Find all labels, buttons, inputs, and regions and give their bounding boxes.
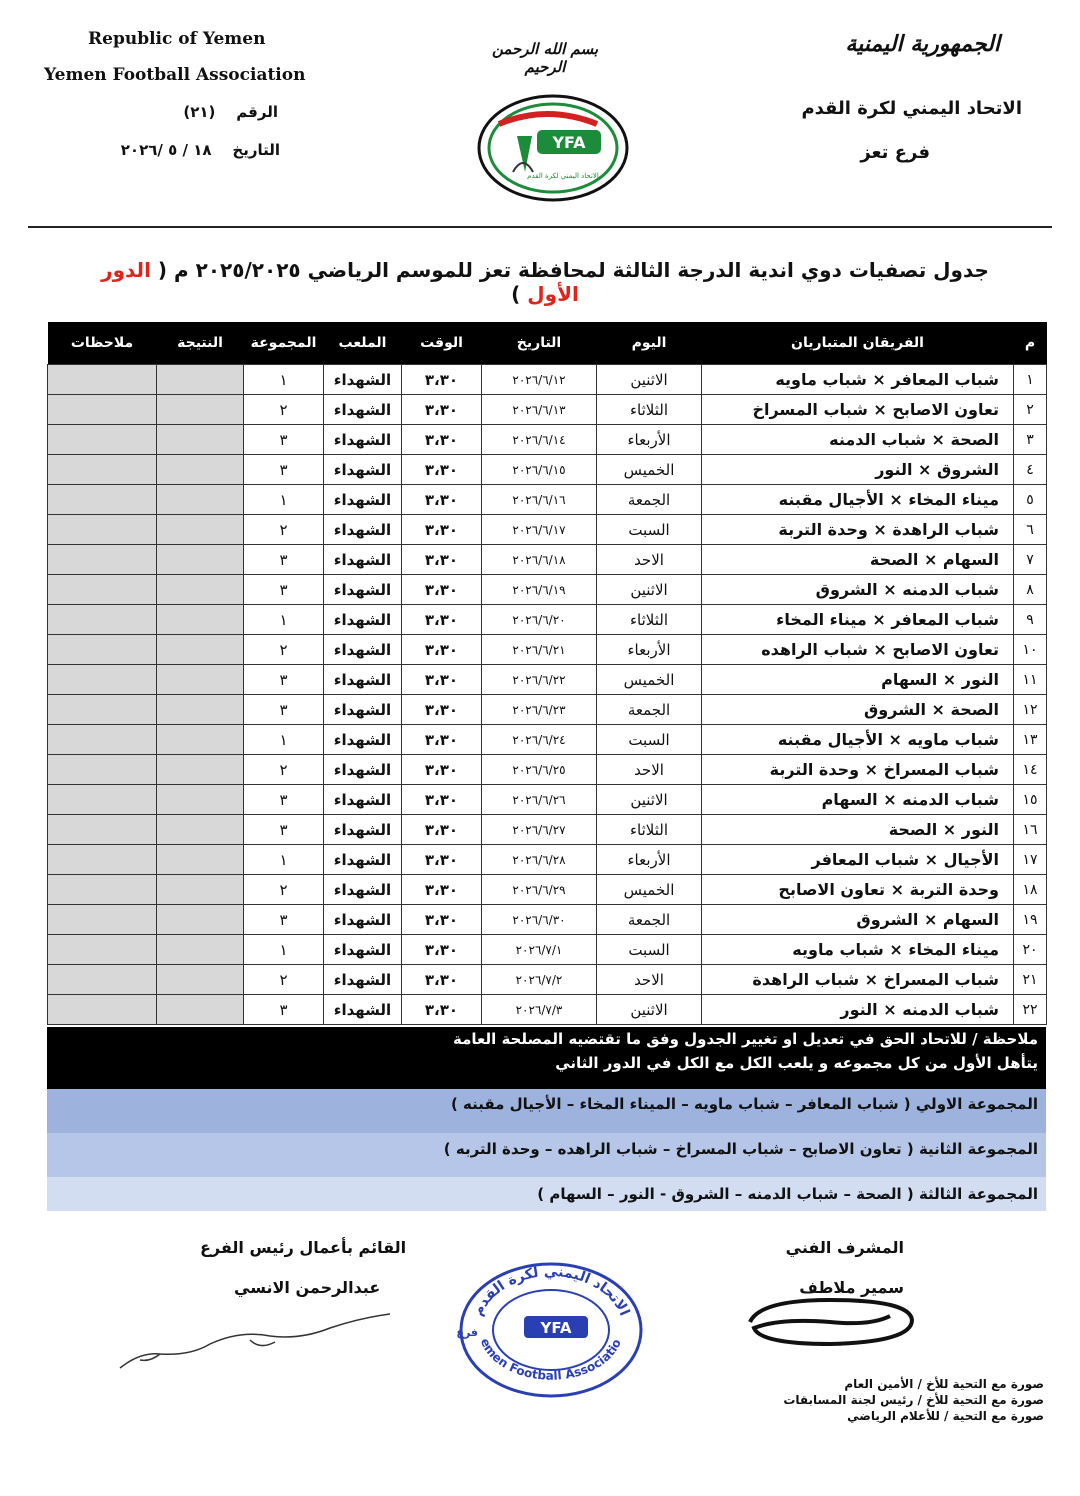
match-time: ٣،٣٠: [402, 965, 482, 995]
table-row: [48, 845, 1047, 875]
match-teams: شباب المعافر × ميناء المخاء: [702, 605, 1014, 635]
match-time: ٣،٣٠: [402, 635, 482, 665]
match-time: ٣،٣٠: [402, 485, 482, 515]
match-day: الاحد: [597, 755, 702, 785]
match-date: ٢٠٢٦/٦/٢٨: [482, 845, 597, 875]
match-date: ٢٠٢٦/٦/٢٢: [482, 665, 597, 695]
match-number: ١٢: [1014, 695, 1047, 725]
match-day: الأربعاء: [597, 845, 702, 875]
match-notes: [48, 665, 157, 695]
left-signatory-name: عبدالرحمن الانسي: [234, 1278, 381, 1297]
match-day: السبت: [597, 515, 702, 545]
match-group: ٢: [244, 395, 324, 425]
table-row: [48, 725, 1047, 755]
stamp-branch: فرع: [456, 1326, 478, 1339]
note-line-2: يتأهل الأول من كل مجموعه و يلعب الكل مع الكل في الدور الثاني: [555, 1054, 1038, 1072]
match-number: ٢٢: [1014, 995, 1047, 1025]
match-number: ١٧: [1014, 845, 1047, 875]
match-time: ٣،٣٠: [402, 515, 482, 545]
match-notes: [48, 935, 157, 965]
col-header-time: الوقت: [402, 322, 482, 365]
match-result: [157, 965, 244, 995]
match-notes: [48, 695, 157, 725]
match-teams: شباب المسراخ × شباب الراهدة: [702, 965, 1014, 995]
match-result: [157, 455, 244, 485]
table-header-row: [48, 322, 1047, 365]
ref-label: الرقم: [236, 103, 278, 121]
match-stadium: الشهداء: [324, 845, 402, 875]
match-teams: شباب المعافر × شباب ماويه: [702, 365, 1014, 395]
match-time: ٣،٣٠: [402, 575, 482, 605]
match-number: ٧: [1014, 545, 1047, 575]
match-teams: شباب الراهدة × وحدة التربة: [702, 515, 1014, 545]
group-3: المجموعة الثالثة ( الصحة – شباب الدمنه – الشروق - النور – السهام ): [47, 1177, 1046, 1211]
right-signature: [740, 1292, 920, 1352]
match-number: ١٦: [1014, 815, 1047, 845]
table-row: [48, 755, 1047, 785]
match-time: ٣،٣٠: [402, 845, 482, 875]
match-teams: ميناء المخاء × الأجيال مقبنه: [702, 485, 1014, 515]
match-group: ١: [244, 365, 324, 395]
col-header-teams: الفريقان المتباريان: [702, 322, 1014, 365]
match-time: ٣،٣٠: [402, 665, 482, 695]
match-teams: شباب الدمنه × النور: [702, 995, 1014, 1025]
match-date: ٢٠٢٦/٦/٢٠: [482, 605, 597, 635]
match-day: الخميس: [597, 455, 702, 485]
match-group: ٣: [244, 905, 324, 935]
match-stadium: الشهداء: [324, 815, 402, 845]
match-notes: [48, 725, 157, 755]
match-day: السبت: [597, 725, 702, 755]
match-day: الجمعة: [597, 905, 702, 935]
match-time: ٣،٣٠: [402, 365, 482, 395]
match-time: ٣،٣٠: [402, 695, 482, 725]
match-number: ٥: [1014, 485, 1047, 515]
match-group: ٣: [244, 995, 324, 1025]
match-stadium: الشهداء: [324, 395, 402, 425]
match-day: الجمعة: [597, 485, 702, 515]
match-result: [157, 905, 244, 935]
match-time: ٣،٣٠: [402, 395, 482, 425]
match-notes: [48, 365, 157, 395]
match-date: ٢٠٢٦/٦/٢٣: [482, 695, 597, 725]
match-result: [157, 665, 244, 695]
table-row: [48, 515, 1047, 545]
match-date: ٢٠٢٦/٦/١٧: [482, 515, 597, 545]
yfa-logo: [477, 94, 629, 202]
date-value: ١٨ / ٥ /٢٠٢٦: [120, 141, 212, 159]
match-teams: النور × السهام: [702, 665, 1014, 695]
table-row: [48, 875, 1047, 905]
match-day: الاحد: [597, 965, 702, 995]
match-stadium: الشهداء: [324, 725, 402, 755]
stamp-arabic: الاتحاد اليمني لكرة القدم: [469, 1263, 633, 1319]
match-number: ١٥: [1014, 785, 1047, 815]
match-group: ١: [244, 845, 324, 875]
match-stadium: الشهداء: [324, 635, 402, 665]
match-time: ٣،٣٠: [402, 725, 482, 755]
match-date: ٢٠٢٦/٦/١٨: [482, 545, 597, 575]
match-notes: [48, 815, 157, 845]
match-number: ١٨: [1014, 875, 1047, 905]
match-day: الأربعاء: [597, 425, 702, 455]
title-end: ): [511, 282, 521, 306]
match-result: [157, 425, 244, 455]
match-teams: الشروق × النور: [702, 455, 1014, 485]
match-date: ٢٠٢٦/٧/٣: [482, 995, 597, 1025]
table-row: [48, 965, 1047, 995]
match-day: الخميس: [597, 875, 702, 905]
match-date: ٢٠٢٦/٦/١٥: [482, 455, 597, 485]
match-teams: تعاون الاصابح × شباب المسراخ: [702, 395, 1014, 425]
table-row: [48, 785, 1047, 815]
match-result: [157, 605, 244, 635]
match-teams: السهام × الصحة: [702, 545, 1014, 575]
col-header-group: المجموعة: [244, 322, 324, 365]
cc-item-1: صورة مع التحية للأخ / الأمين العام: [844, 1377, 1044, 1391]
match-teams: الصحة × شباب الدمنه: [702, 425, 1014, 455]
match-time: ٣،٣٠: [402, 785, 482, 815]
header-divider: [28, 226, 1052, 228]
match-result: [157, 725, 244, 755]
basmala: بسم الله الرحمن الرحيم: [491, 40, 599, 76]
match-number: ١٩: [1014, 905, 1047, 935]
date-label: التاريخ: [232, 141, 280, 159]
match-teams: شباب المسراخ × وحدة التربة: [702, 755, 1014, 785]
match-group: ١: [244, 725, 324, 755]
table-row: [48, 545, 1047, 575]
match-date: ٢٠٢٦/٦/١٩: [482, 575, 597, 605]
match-result: [157, 635, 244, 665]
match-day: الخميس: [597, 665, 702, 695]
match-group: ٢: [244, 515, 324, 545]
left-signatory-title: القائم بأعمال رئيس الفرع: [200, 1238, 407, 1257]
match-number: ٤: [1014, 455, 1047, 485]
match-notes: [48, 605, 157, 635]
match-date: ٢٠٢٦/٦/٢٩: [482, 875, 597, 905]
match-time: ٣،٣٠: [402, 545, 482, 575]
match-stadium: الشهداء: [324, 605, 402, 635]
match-stadium: الشهداء: [324, 995, 402, 1025]
match-group: ٢: [244, 755, 324, 785]
match-time: ٣،٣٠: [402, 875, 482, 905]
match-notes: [48, 485, 157, 515]
match-date: ٢٠٢٦/٦/٢٥: [482, 755, 597, 785]
match-day: الاثنين: [597, 575, 702, 605]
match-stadium: الشهداء: [324, 425, 402, 455]
table-row: [48, 425, 1047, 455]
match-teams: الصحة × الشروق: [702, 695, 1014, 725]
match-result: [157, 575, 244, 605]
ref-value: (٢١): [183, 103, 216, 121]
match-notes: [48, 515, 157, 545]
table-row: [48, 905, 1047, 935]
match-teams: وحدة التربة × تعاون الاصابح: [702, 875, 1014, 905]
table-row: [48, 485, 1047, 515]
match-notes: [48, 755, 157, 785]
match-date: ٢٠٢٦/٧/٢: [482, 965, 597, 995]
match-notes: [48, 905, 157, 935]
table-row: [48, 935, 1047, 965]
match-notes: [48, 635, 157, 665]
match-number: ٣: [1014, 425, 1047, 455]
stamp-logo: YFA: [540, 1319, 572, 1337]
match-stadium: الشهداء: [324, 575, 402, 605]
match-day: الجمعة: [597, 695, 702, 725]
svg-text:الاتحاد اليمني لكرة القدم: [470, 1264, 632, 1318]
yfa-logo-text: YFA: [552, 133, 586, 152]
match-time: ٣،٣٠: [402, 815, 482, 845]
match-stadium: الشهداء: [324, 875, 402, 905]
match-result: [157, 545, 244, 575]
official-stamp: [456, 1258, 646, 1398]
match-time: ٣،٣٠: [402, 455, 482, 485]
match-notes: [48, 845, 157, 875]
group-2: المجموعة الثانية ( تعاون الاصابح – شباب المسراخ – شباب الراهده – وحدة التربه ): [47, 1133, 1046, 1177]
match-teams: السهام × الشروق: [702, 905, 1014, 935]
match-teams: ميناء المخاء × شباب ماويه: [702, 935, 1014, 965]
match-day: الأربعاء: [597, 635, 702, 665]
match-group: ٣: [244, 695, 324, 725]
match-result: [157, 755, 244, 785]
match-time: ٣،٣٠: [402, 755, 482, 785]
match-result: [157, 815, 244, 845]
match-result: [157, 695, 244, 725]
match-notes: [48, 425, 157, 455]
match-group: ١: [244, 485, 324, 515]
match-number: ١٠: [1014, 635, 1047, 665]
col-header-notes: ملاحظات: [48, 322, 157, 365]
match-day: الثلاثاء: [597, 815, 702, 845]
match-group: ٣: [244, 785, 324, 815]
table-row: [48, 665, 1047, 695]
match-stadium: الشهداء: [324, 695, 402, 725]
match-day: الاثنين: [597, 785, 702, 815]
match-group: ١: [244, 935, 324, 965]
match-day: الاثنين: [597, 995, 702, 1025]
match-result: [157, 365, 244, 395]
table-row: [48, 605, 1047, 635]
match-result: [157, 995, 244, 1025]
title-round: الدور الأول: [101, 258, 579, 306]
match-result: [157, 395, 244, 425]
match-notes: [48, 455, 157, 485]
header-ar-line2: الاتحاد اليمني لكرة القدم: [801, 98, 1022, 119]
title-main: جدول تصفيات دوي اندية الدرجة الثالثة لمحافظة تعز للموسم الرياضي ٢٠٢٥/٢٠٢٥ م (: [157, 258, 989, 282]
cc-list: [783, 1376, 1044, 1424]
match-notes: [48, 785, 157, 815]
match-number: ١: [1014, 365, 1047, 395]
match-teams: شباب الدمنه × السهام: [702, 785, 1014, 815]
match-group: ٢: [244, 875, 324, 905]
match-result: [157, 485, 244, 515]
schedule-body: [48, 365, 1047, 1025]
match-day: الاحد: [597, 545, 702, 575]
schedule-table: [47, 322, 1047, 1025]
table-row: [48, 995, 1047, 1025]
date-line: [80, 141, 280, 159]
match-result: [157, 515, 244, 545]
match-number: ١٣: [1014, 725, 1047, 755]
right-signatory-name: سمير ملاطف: [799, 1278, 904, 1297]
ref-line: [118, 103, 278, 121]
match-date: ٢٠٢٦/٦/١٤: [482, 425, 597, 455]
cc-item-2: صورة مع التحية للأخ / رئيس لجنة المسابقات: [783, 1393, 1044, 1407]
match-stadium: الشهداء: [324, 755, 402, 785]
match-group: ١: [244, 605, 324, 635]
match-teams: شباب الدمنه × الشروق: [702, 575, 1014, 605]
match-time: ٣،٣٠: [402, 995, 482, 1025]
left-signature: [100, 1300, 400, 1380]
note-line-1: ملاحظة / للاتحاد الحق في تعديل او تغيير الجدول وفق ما تقتضيه المصلحة العامة: [452, 1030, 1038, 1048]
stamp-english: emen Football Associatio: [477, 1336, 624, 1383]
header-ar-line3: فرع تعز: [860, 142, 930, 163]
table-row: [48, 695, 1047, 725]
match-notes: [48, 875, 157, 905]
table-row: [48, 635, 1047, 665]
match-notes: [48, 395, 157, 425]
match-result: [157, 785, 244, 815]
match-notes: [48, 965, 157, 995]
match-group: ٣: [244, 455, 324, 485]
match-group: ٣: [244, 545, 324, 575]
match-teams: الأجيال × شباب المعافر: [702, 845, 1014, 875]
table-row: [48, 815, 1047, 845]
match-stadium: الشهداء: [324, 665, 402, 695]
match-number: ١١: [1014, 665, 1047, 695]
cc-item-3: صورة مع التحية / للأعلام الرياضي: [847, 1409, 1044, 1423]
notes-block: [47, 1027, 1046, 1089]
match-time: ٣،٣٠: [402, 425, 482, 455]
match-group: ٣: [244, 815, 324, 845]
match-number: ٩: [1014, 605, 1047, 635]
table-row: [48, 365, 1047, 395]
match-date: ٢٠٢٦/٦/٢١: [482, 635, 597, 665]
right-signatory-title: المشرف الفني: [785, 1238, 904, 1257]
match-group: ٣: [244, 575, 324, 605]
match-notes: [48, 545, 157, 575]
match-teams: تعاون الاصابح × شباب الراهده: [702, 635, 1014, 665]
match-number: ٢١: [1014, 965, 1047, 995]
match-day: الثلاثاء: [597, 605, 702, 635]
match-stadium: الشهداء: [324, 905, 402, 935]
match-result: [157, 875, 244, 905]
match-date: ٢٠٢٦/٦/٢٦: [482, 785, 597, 815]
match-notes: [48, 575, 157, 605]
col-header-num: م: [1014, 322, 1047, 365]
match-notes: [48, 995, 157, 1025]
col-header-stadium: الملعب: [324, 322, 402, 365]
match-stadium: الشهداء: [324, 545, 402, 575]
match-time: ٣،٣٠: [402, 905, 482, 935]
match-stadium: الشهداء: [324, 485, 402, 515]
match-date: ٢٠٢٦/٦/٢٧: [482, 815, 597, 845]
match-day: الثلاثاء: [597, 395, 702, 425]
match-number: ٢٠: [1014, 935, 1047, 965]
match-group: ٢: [244, 965, 324, 995]
match-number: ٢: [1014, 395, 1047, 425]
col-header-date: التاريخ: [482, 322, 597, 365]
match-stadium: الشهداء: [324, 515, 402, 545]
table-row: [48, 395, 1047, 425]
yfa-logo-subtext: الاتحاد اليمني لكرة القدم: [527, 172, 599, 180]
match-teams: شباب ماويه × الأجيال مقبنه: [702, 725, 1014, 755]
match-stadium: الشهداء: [324, 455, 402, 485]
match-stadium: الشهداء: [324, 965, 402, 995]
match-time: ٣،٣٠: [402, 605, 482, 635]
match-time: ٣،٣٠: [402, 935, 482, 965]
match-group: ٣: [244, 425, 324, 455]
match-teams: النور × الصحة: [702, 815, 1014, 845]
match-day: الاثنين: [597, 365, 702, 395]
col-header-result: النتيجة: [157, 322, 244, 365]
document-title: [80, 258, 1010, 306]
match-stadium: الشهداء: [324, 365, 402, 395]
header-en-line1: Republic of Yemen: [88, 29, 266, 49]
table-row: [48, 455, 1047, 485]
match-result: [157, 935, 244, 965]
match-group: ٣: [244, 665, 324, 695]
match-date: ٢٠٢٦/٦/١٢: [482, 365, 597, 395]
match-number: ٦: [1014, 515, 1047, 545]
match-date: ٢٠٢٦/٦/١٦: [482, 485, 597, 515]
match-number: ٨: [1014, 575, 1047, 605]
match-stadium: الشهداء: [324, 785, 402, 815]
match-date: ٢٠٢٦/٦/٣٠: [482, 905, 597, 935]
header-ar-line1: الجمهورية اليمنية: [845, 32, 1000, 57]
match-stadium: الشهداء: [324, 935, 402, 965]
table-row: [48, 575, 1047, 605]
match-number: ١٤: [1014, 755, 1047, 785]
match-date: ٢٠٢٦/٦/١٣: [482, 395, 597, 425]
match-day: السبت: [597, 935, 702, 965]
match-result: [157, 845, 244, 875]
match-group: ٢: [244, 635, 324, 665]
match-date: ٢٠٢٦/٦/٢٤: [482, 725, 597, 755]
col-header-day: اليوم: [597, 322, 702, 365]
group-1: المجموعة الاولي ( شباب المعافر – شباب ماويه – الميناء المخاء – الأجيال مقبنه ): [47, 1089, 1046, 1133]
match-date: ٢٠٢٦/٧/١: [482, 935, 597, 965]
header-en-line2: Yemen Football Association: [44, 65, 306, 85]
